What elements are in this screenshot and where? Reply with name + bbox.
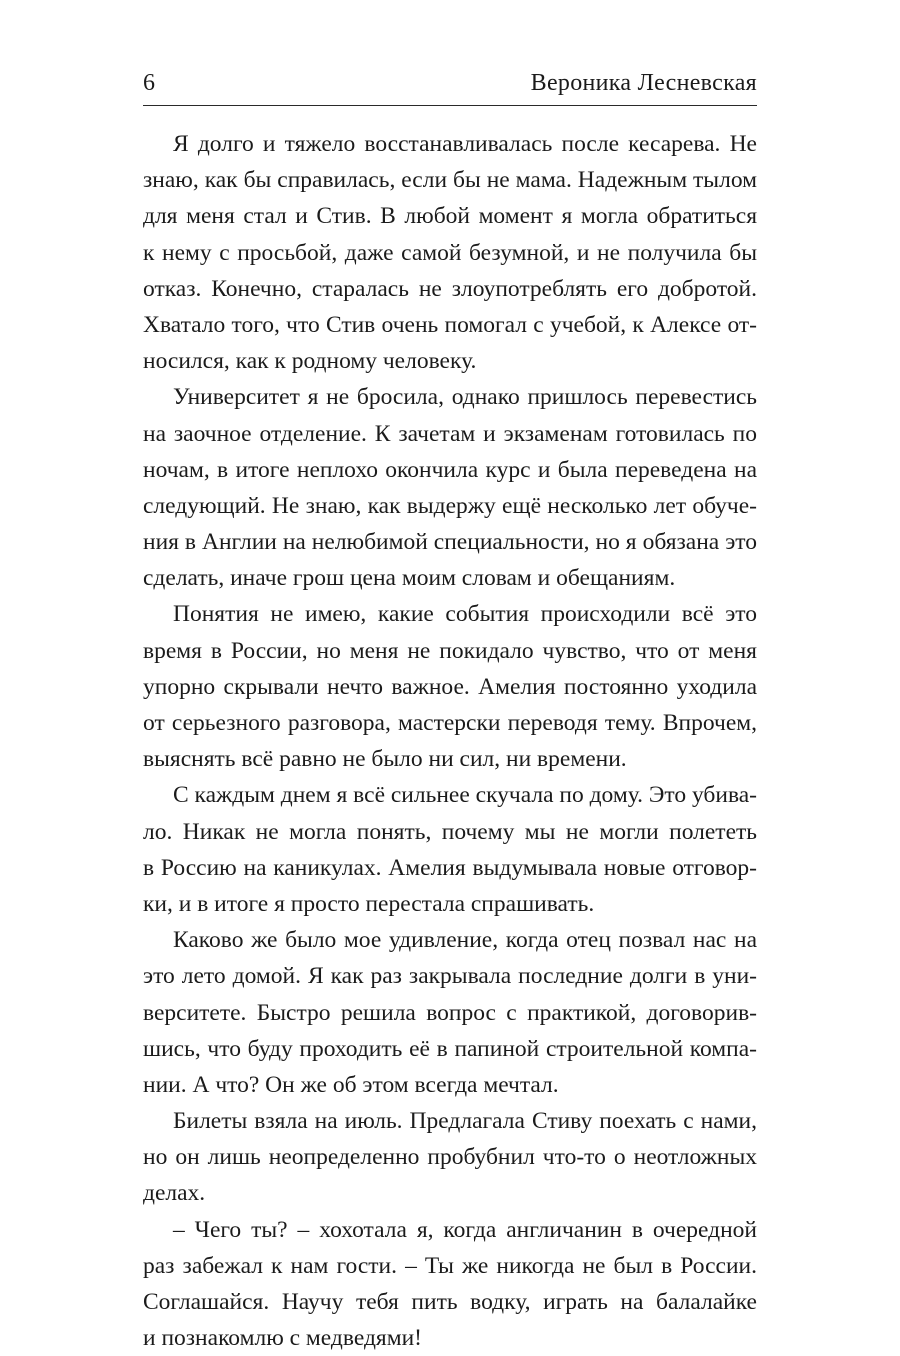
text-line: верситете. Быстро решила вопрос с практикой, договорив- [143,999,757,1026]
text-line: Я долго и тяжело восстанавливалась после кесарева. Не [173,131,757,157]
text-line: ки, и в итоге я просто перестала спрашивать. [143,890,595,917]
text-line: ния в Англии на нелюбимой специальности, но я обязана это [143,529,757,556]
text-line: раз забежал к нам гости. – Ты же никогда не был в России. [143,1252,757,1279]
paragraph [143,1103,757,1212]
paragraph [143,126,757,379]
text-line: ночам, в итоге неплохо окончила курс и была переведена на [143,456,757,483]
text-line: Университет я не бросила, однако пришлось перевестись [173,384,757,411]
text-line: – Чего ты? – хохотала я, когда англичанин в очередной [173,1216,757,1243]
text-line: но он лишь неопределенно пробубнил что-то о неотложных [143,1144,757,1171]
body-text [143,126,757,1356]
text-line: носился, как к родному человеку. [143,348,477,375]
text-line: упорно скрывали нечто важное. Амелия постоянно уходила [143,673,757,700]
text-line: и познакомлю с медведями! [143,1325,422,1352]
text-line: на заочное отделение. К зачетам и экзаменам готовилась по [143,420,757,447]
paragraph [143,922,757,1103]
text-line: знаю, как бы справилась, если бы не мама. Надежным тылом [143,167,757,194]
text-line: время в России, но меня не покидало чувство, что от меня [143,637,757,664]
text-line: сделать, иначе грош цена моим словам и обещаниям. [143,565,676,592]
text-line: Билеты взяла на июль. Предлагала Стиву поехать с нами, [173,1108,757,1135]
text-line: ло. Никак не могла понять, почему мы не могли полететь [143,818,757,845]
text-line: отказ. Конечно, старалась не злоупотреблять его добротой. [143,275,757,302]
text-line: Понятия не имею, какие события происходили всё это [173,601,757,628]
paragraph [143,777,757,922]
text-line: к нему с просьбой, даже самой безумной, и не получила бы [143,239,757,266]
text-line: Хватало того, что Стив очень помогал с учебой, к Алексе от- [143,311,757,338]
text-line: это лето домой. Я как раз закрывала последние долги в уни- [143,963,757,990]
paragraph [143,596,757,777]
text-line: Каково же было мое удивление, когда отец позвал нас на [173,927,757,954]
text-line: нии. А что? Он же об этом всегда мечтал. [143,1071,559,1098]
text-line: в Россию на каникулах. Амелия выдумывала новые отговор- [143,854,757,881]
paragraph [143,1212,757,1356]
text-line: Соглашайся. Научу тебя пить водку, играть на балалайке [143,1289,757,1315]
text-line: следующий. Не знаю, как выдержу ещё несколько лет обуче- [143,492,757,519]
text-line: С каждым днем я всё сильнее скучала по дому. Это убива- [173,782,757,809]
text-line: для меня стал и Стив. В любой момент я могла обратиться [143,203,757,230]
page-number: 6 [143,70,155,96]
running-head [143,62,757,102]
text-line: выяснять всё равно не было ни сил, ни времени. [143,746,627,773]
running-title-author: Вероника Лесневская [530,70,757,96]
text-line: шись, что буду проходить её в папиной строительной компа- [143,1035,757,1062]
header-rule [143,105,757,106]
text-line: от серьезного разговора, мастерски переводя тему. Впрочем, [143,710,757,736]
paragraph [143,379,757,596]
text-line: делах. [143,1180,206,1207]
